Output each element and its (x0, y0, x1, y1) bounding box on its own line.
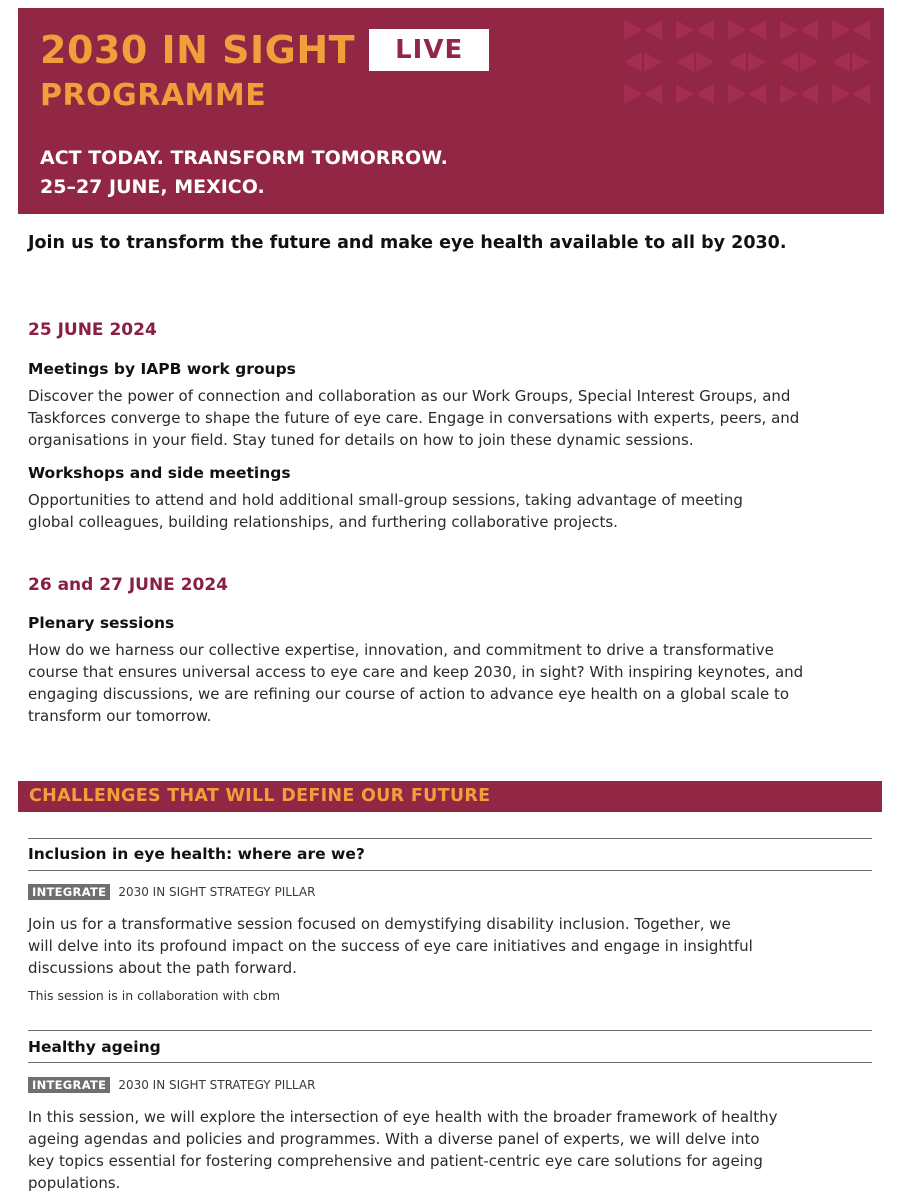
pillar-tag-row (28, 1077, 315, 1093)
description-line: How do we harness our collective expertise, innovation, and commitment to drive a transformative (28, 641, 774, 659)
description-line: Taskforces converge to shape the future of eye care. Engage in conversations with experts, peers, and (28, 409, 800, 427)
event-title: 2030 IN SIGHT (40, 28, 356, 72)
description-line: organisations in your field. Stay tuned for details on how to join these dynamic sessions. (28, 431, 694, 449)
challenges-heading-band (18, 781, 882, 812)
description-line: key topics essential for fostering comprehensive and patient-centric eye care solutions for ageing (28, 1152, 763, 1170)
triangle-pattern-decoration (614, 8, 884, 128)
integrate-tag: INTEGRATE (28, 884, 110, 900)
description-line: Opportunities to attend and hold additional small-group sessions, taking advantage of meeting (28, 491, 743, 509)
header-banner (18, 8, 884, 214)
day-1-date: 25 JUNE 2024 (28, 320, 157, 340)
challenge-session-1 (28, 845, 878, 863)
session-work-groups (28, 360, 878, 451)
session-description (28, 385, 878, 451)
programme-subtitle: PROGRAMME (40, 78, 267, 113)
description-line: course that ensures universal access to eye care and keep 2030, in sight? With inspiring keynotes, and (28, 663, 804, 681)
challenge-title: Healthy ageing (28, 1038, 161, 1056)
description-line: Join us for a transformative session focused on demystifying disability inclusion. Together, we (28, 915, 731, 933)
challenges-heading: CHALLENGES THAT WILL DEFINE OUR FUTURE (29, 786, 491, 806)
day-2-section (28, 575, 878, 595)
tagline (40, 144, 448, 202)
divider (28, 870, 872, 871)
intro-text: Join us to transform the future and make eye health available to all by 2030. (28, 233, 787, 253)
pillar-tag-row (28, 884, 315, 900)
challenge-session-2 (28, 1038, 878, 1056)
day-1-section (28, 320, 878, 340)
session-plenary (28, 614, 878, 727)
description-line: In this session, we will explore the intersection of eye health with the broader framework of healthy (28, 1108, 778, 1126)
description-line: ageing agendas and policies and programmes. With a diverse panel of experts, we will delve into (28, 1130, 760, 1148)
session-workshops (28, 464, 878, 533)
session-description (28, 639, 878, 727)
divider (28, 838, 872, 839)
divider (28, 1030, 872, 1031)
challenge-description (28, 1106, 878, 1194)
challenge-title: Inclusion in eye health: where are we? (28, 845, 365, 863)
tagline-line-2: 25–27 JUNE, MEXICO. (40, 176, 265, 198)
day-2-date: 26 and 27 JUNE 2024 (28, 575, 229, 595)
description-line: engaging discussions, we are refining our course of action to advance eye health on a global scale to (28, 685, 790, 703)
session-title: Workshops and side meetings (28, 464, 291, 482)
description-line: transform our tomorrow. (28, 707, 212, 725)
integrate-tag: INTEGRATE (28, 1077, 110, 1093)
divider (28, 1062, 872, 1063)
pillar-label: 2030 IN SIGHT STRATEGY PILLAR (118, 885, 316, 899)
pillar-label: 2030 IN SIGHT STRATEGY PILLAR (118, 1078, 316, 1092)
description-line: discussions about the path forward. (28, 959, 297, 977)
collaboration-note: This session is in collaboration with cbm (28, 988, 280, 1003)
description-line: Discover the power of connection and collaboration as our Work Groups, Special Interest Groups, and (28, 387, 791, 405)
live-badge: LIVE (369, 29, 489, 71)
session-title: Plenary sessions (28, 614, 175, 632)
challenge-description (28, 913, 878, 979)
description-line: populations. (28, 1174, 121, 1192)
tagline-line-1: ACT TODAY. TRANSFORM TOMORROW. (40, 147, 448, 169)
session-title: Meetings by IAPB work groups (28, 360, 296, 378)
description-line: global colleagues, building relationships, and furthering collaborative projects. (28, 513, 618, 531)
title-row (40, 26, 489, 74)
session-description (28, 489, 878, 533)
description-line: will delve into its profound impact on the success of eye care initiatives and engage in insightful (28, 937, 753, 955)
